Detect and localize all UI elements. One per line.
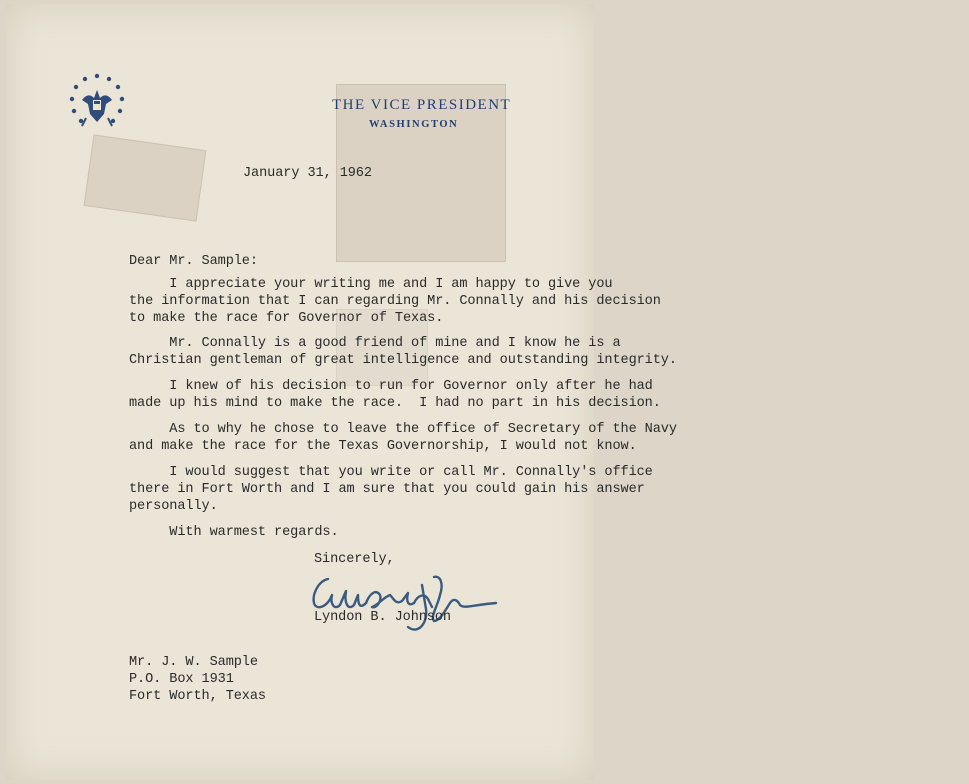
tape-residue-left: [84, 134, 207, 221]
body-line: As to why he chose to leave the office of Secretary of the Navy: [129, 422, 677, 437]
body-line: I would suggest that you write or call Mr. Connally's office: [129, 465, 653, 480]
body-line: personally.: [129, 499, 218, 514]
letterhead-location: WASHINGTON: [369, 119, 459, 130]
body-line: to make the race for Governor of Texas.: [129, 311, 444, 326]
recipient-name: Mr. J. W. Sample: [129, 655, 258, 670]
salutation: Dear Mr. Sample:: [129, 254, 258, 269]
closing: Sincerely,: [314, 552, 395, 567]
body-line: there in Fort Worth and I am sure that you could gain his answer: [129, 482, 645, 497]
body-line: and make the race for the Texas Governorship, I would not know.: [129, 439, 637, 454]
letterhead-title: THE VICE PRESIDENT: [332, 97, 512, 113]
body-line: the information that I can regarding Mr. Connally and his decision: [129, 294, 661, 309]
signer-name: Lyndon B. Johnson: [314, 610, 451, 625]
recipient-address-line2: Fort Worth, Texas: [129, 689, 266, 704]
letter-date: January 31, 1962: [243, 166, 372, 181]
body-line: With warmest regards.: [129, 525, 339, 540]
vice-presidential-seal-icon: [64, 70, 130, 136]
body-line: I appreciate your writing me and I am happy to give you: [129, 277, 613, 292]
body-line: Christian gentleman of great intelligence and outstanding integrity.: [129, 353, 677, 368]
body-line: I knew of his decision to run for Governor only after he had: [129, 379, 653, 394]
body-line: Mr. Connally is a good friend of mine and I know he is a: [129, 336, 621, 351]
body-line: made up his mind to make the race. I had no part in his decision.: [129, 396, 661, 411]
recipient-address-line1: P.O. Box 1931: [129, 672, 234, 687]
